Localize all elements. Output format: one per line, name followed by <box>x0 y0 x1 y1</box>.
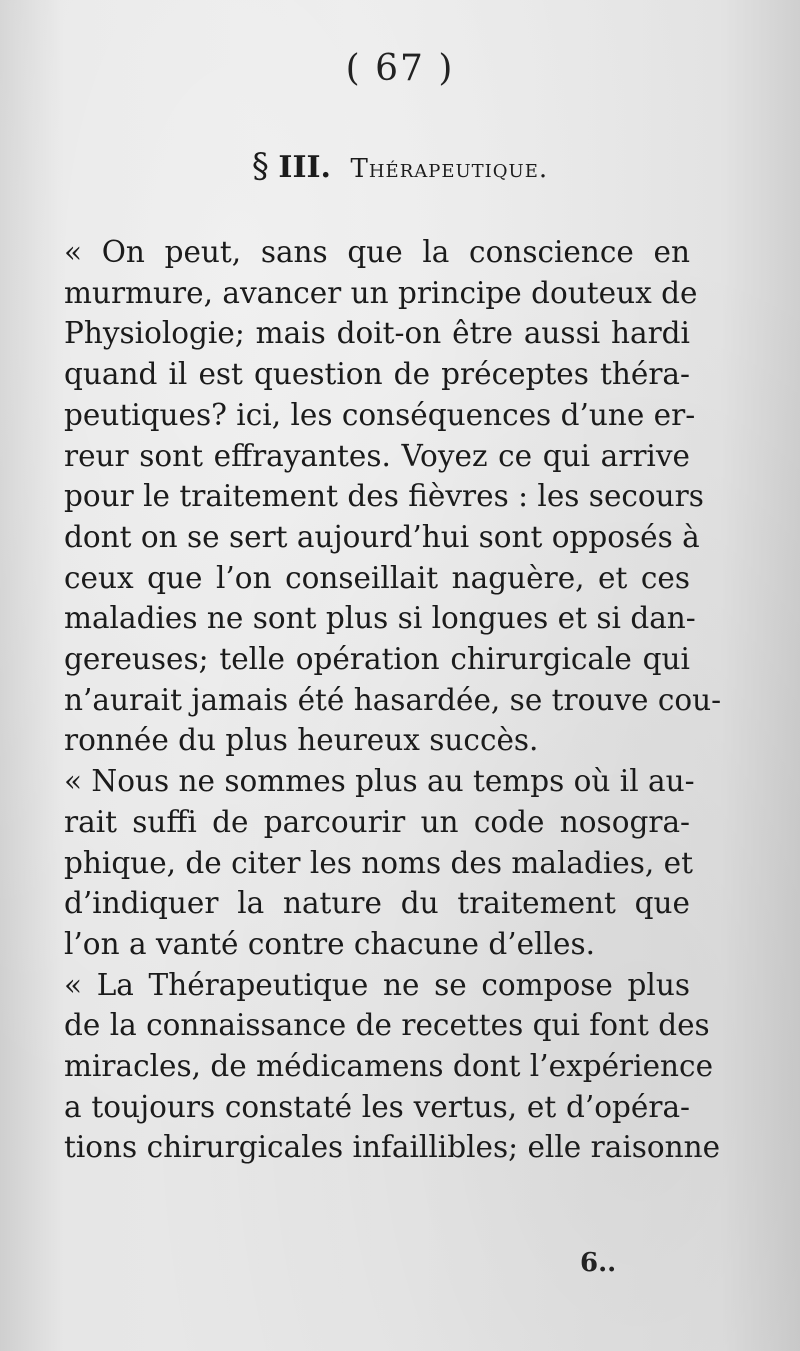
text-line: tions chirurgicales infaillibles; elle raisonne <box>64 1130 721 1165</box>
body-text <box>64 232 722 1168</box>
text-line: quand il est question de préceptes théra- <box>64 357 690 392</box>
text-line: n’aurait jamais été hasardée, se trouve cou- <box>64 682 722 717</box>
text-line: reur sont effrayantes. Voyez ce qui arrive <box>64 438 690 473</box>
text-line: ceux que l’on conseillait naguère, et ces <box>64 560 690 595</box>
text-line: miracles, de médicamens dont l’expérience <box>64 1049 714 1084</box>
section-numeral: III. <box>278 150 331 185</box>
paragraph-2 <box>64 761 695 965</box>
text-line: l’on a vanté contre chacune d’elles. <box>64 926 595 961</box>
text-line: gereuses; telle opération chirurgicale qui <box>64 642 690 677</box>
section-title: Thérapeutique. <box>350 154 549 184</box>
text-line: ronnée du plus heureux succès. <box>64 723 539 758</box>
text-line: peutiques? ici, les conséquences d’une er- <box>64 397 696 432</box>
section-sign: § <box>251 146 269 186</box>
paragraph-3 <box>64 965 721 1169</box>
text-line: « Nous ne sommes plus au temps où il au- <box>64 764 695 799</box>
text-line: maladies ne sont plus si longues et si dan- <box>64 601 696 636</box>
text-line: de la connaissance de recettes qui font des <box>64 1008 710 1043</box>
signature-mark: 6.. <box>580 1248 617 1278</box>
paragraph-1 <box>64 232 722 761</box>
text-line: rait suffi de parcourir un code nosogra- <box>64 804 690 839</box>
section-heading <box>0 146 800 186</box>
page-number: ( 67 ) <box>345 48 455 89</box>
text-line: phique, de citer les noms des maladies, et <box>64 845 693 880</box>
text-line: murmure, avancer un principe douteux de <box>64 275 698 310</box>
text-line: a toujours constaté les vertus, et d’opéra- <box>64 1089 690 1124</box>
text-line: dont on se sert aujourd’hui sont opposés à <box>64 519 700 554</box>
text-line: « La Thérapeutique ne se compose plus <box>64 967 690 1002</box>
text-line: Physiologie; mais doit-on être aussi hardi <box>64 316 690 351</box>
text-line: « On peut, sans que la conscience en <box>64 235 690 269</box>
text-line: pour le traitement des fièvres : les secours <box>64 479 704 514</box>
text-line: d’indiquer la nature du traitement que <box>64 886 690 921</box>
